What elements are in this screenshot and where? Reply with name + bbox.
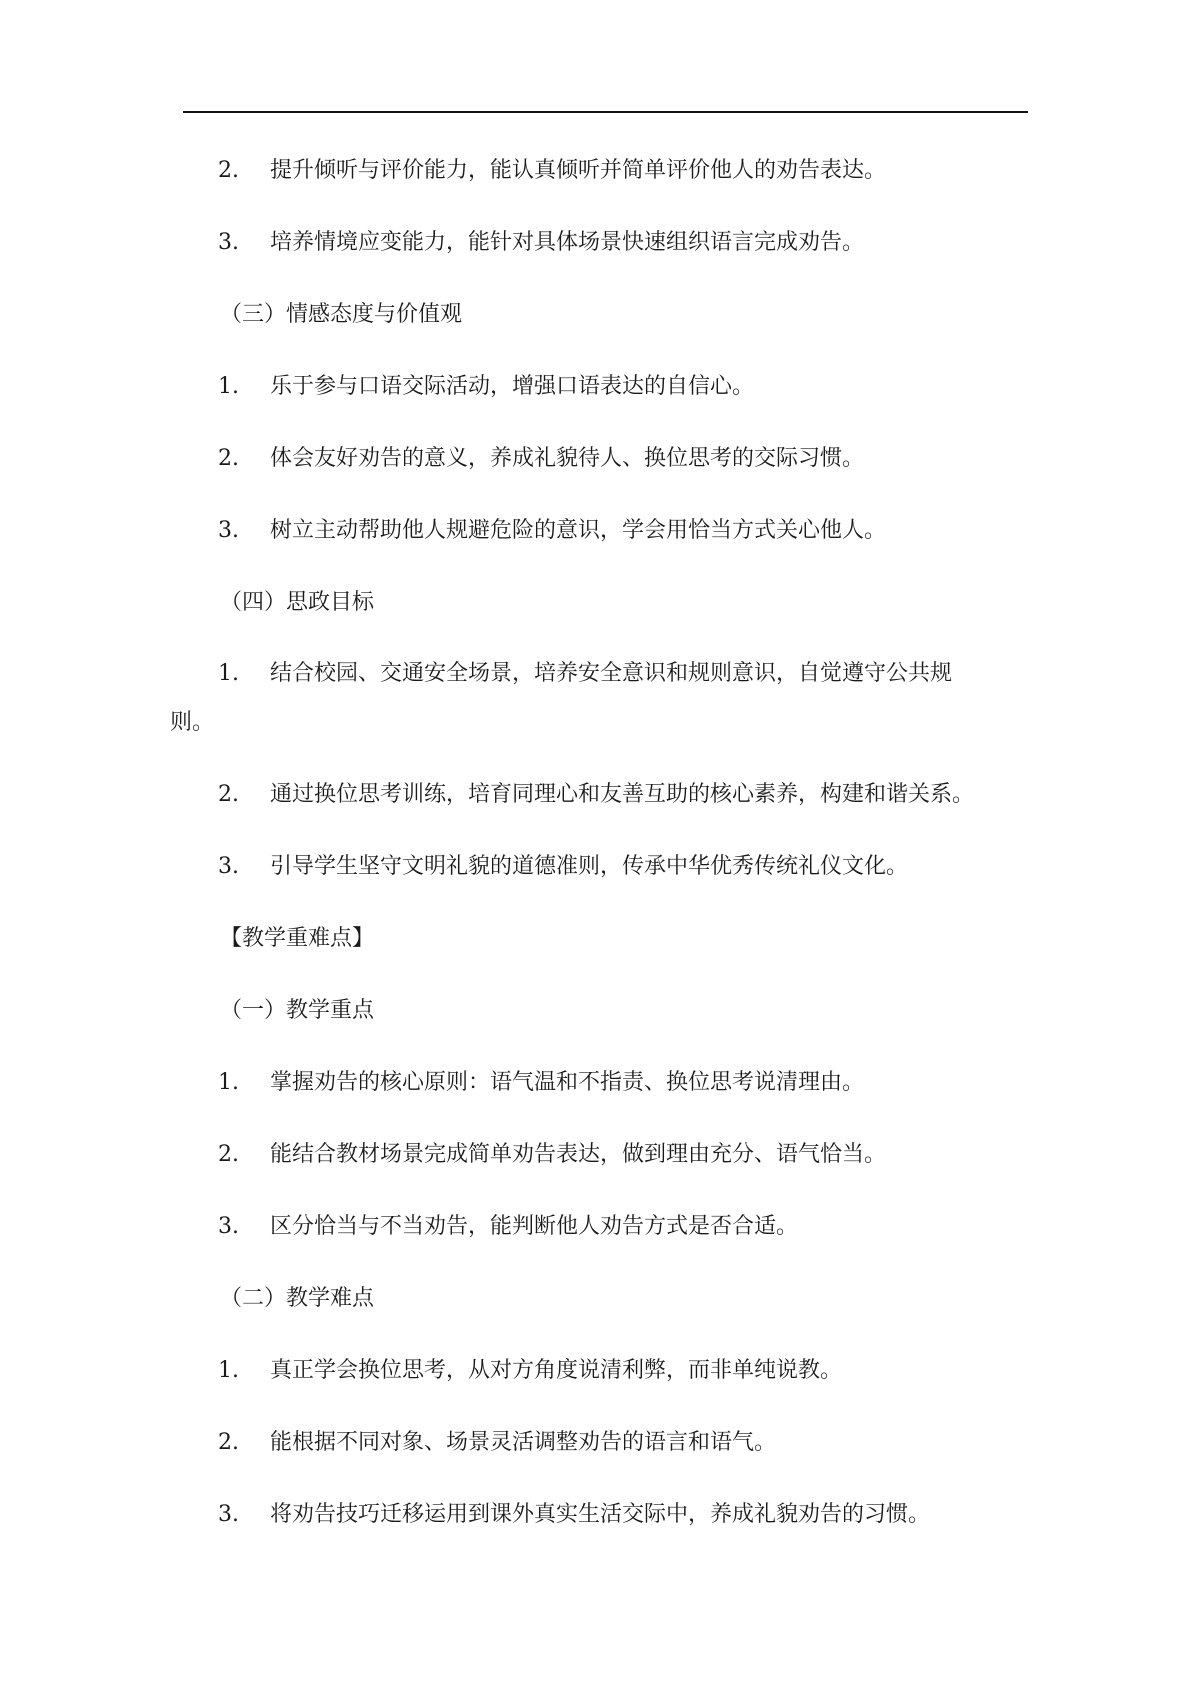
item-text: 将劝告技巧迁移运用到课外真实生活交际中，养成礼貌劝告的习惯。 xyxy=(270,1502,931,1527)
item-text: 培养情境应变能力，能针对具体场景快速组织语言完成劝告。 xyxy=(270,230,865,255)
item-number: 3. xyxy=(218,230,239,255)
item-number: 1. xyxy=(218,1358,239,1383)
heading-text: （一）教学重点 xyxy=(220,998,375,1023)
item-number: 2. xyxy=(218,1142,239,1167)
item-text: 真正学会换位思考，从对方角度说清利弊，而非单纯说教。 xyxy=(270,1358,843,1383)
item-number: 3. xyxy=(218,518,239,543)
item-text: 区分恰当与不当劝告，能判断他人劝告方式是否合适。 xyxy=(270,1214,799,1239)
item-number: 1. xyxy=(218,374,239,399)
item-number: 2. xyxy=(218,158,239,183)
item-number: 2. xyxy=(218,782,239,807)
item-number: 1. xyxy=(218,661,239,686)
item-text: 结合校园、交通安全场景，培养安全意识和规则意识，自觉遵守公共规 xyxy=(270,661,953,686)
item-text: 引导学生坚守文明礼貌的道德准则，传承中华优秀传统礼仪文化。 xyxy=(270,854,909,879)
item-number: 2. xyxy=(218,1430,239,1455)
heading-text: 【教学重难点】 xyxy=(220,926,375,951)
item-text: 掌握劝告的核心原则：语气温和不指责、换位思考说清理由。 xyxy=(270,1070,865,1095)
item-number: 3. xyxy=(218,854,239,879)
item-number: 3. xyxy=(218,1502,239,1527)
heading-text: （三）情感态度与价值观 xyxy=(220,302,463,327)
item-text: 能结合教材场景完成简单劝告表达，做到理由充分、语气恰当。 xyxy=(270,1142,887,1167)
heading-text: （二）教学难点 xyxy=(220,1286,375,1311)
item-number: 1. xyxy=(218,1070,239,1095)
item-text: 能根据不同对象、场景灵活调整劝告的语言和语气。 xyxy=(270,1430,777,1455)
item-text: 提升倾听与评价能力，能认真倾听并简单评价他人的劝告表达。 xyxy=(270,158,887,183)
item-text: 通过换位思考训练，培育同理心和友善互助的核心素养，构建和谐关系。 xyxy=(270,782,975,807)
item-text: 体会友好劝告的意义，养成礼貌待人、换位思考的交际习惯。 xyxy=(270,446,865,471)
item-number: 3. xyxy=(218,1214,239,1239)
heading-text: （四）思政目标 xyxy=(220,590,375,615)
item-text: 乐于参与口语交际活动，增强口语表达的自信心。 xyxy=(270,374,755,399)
item-text: 树立主动帮助他人规避危险的意识，学会用恰当方式关心他人。 xyxy=(270,518,887,543)
item-text-continuation: 则。 xyxy=(170,710,215,735)
item-number: 2. xyxy=(218,446,239,471)
header-rule xyxy=(183,111,1028,113)
